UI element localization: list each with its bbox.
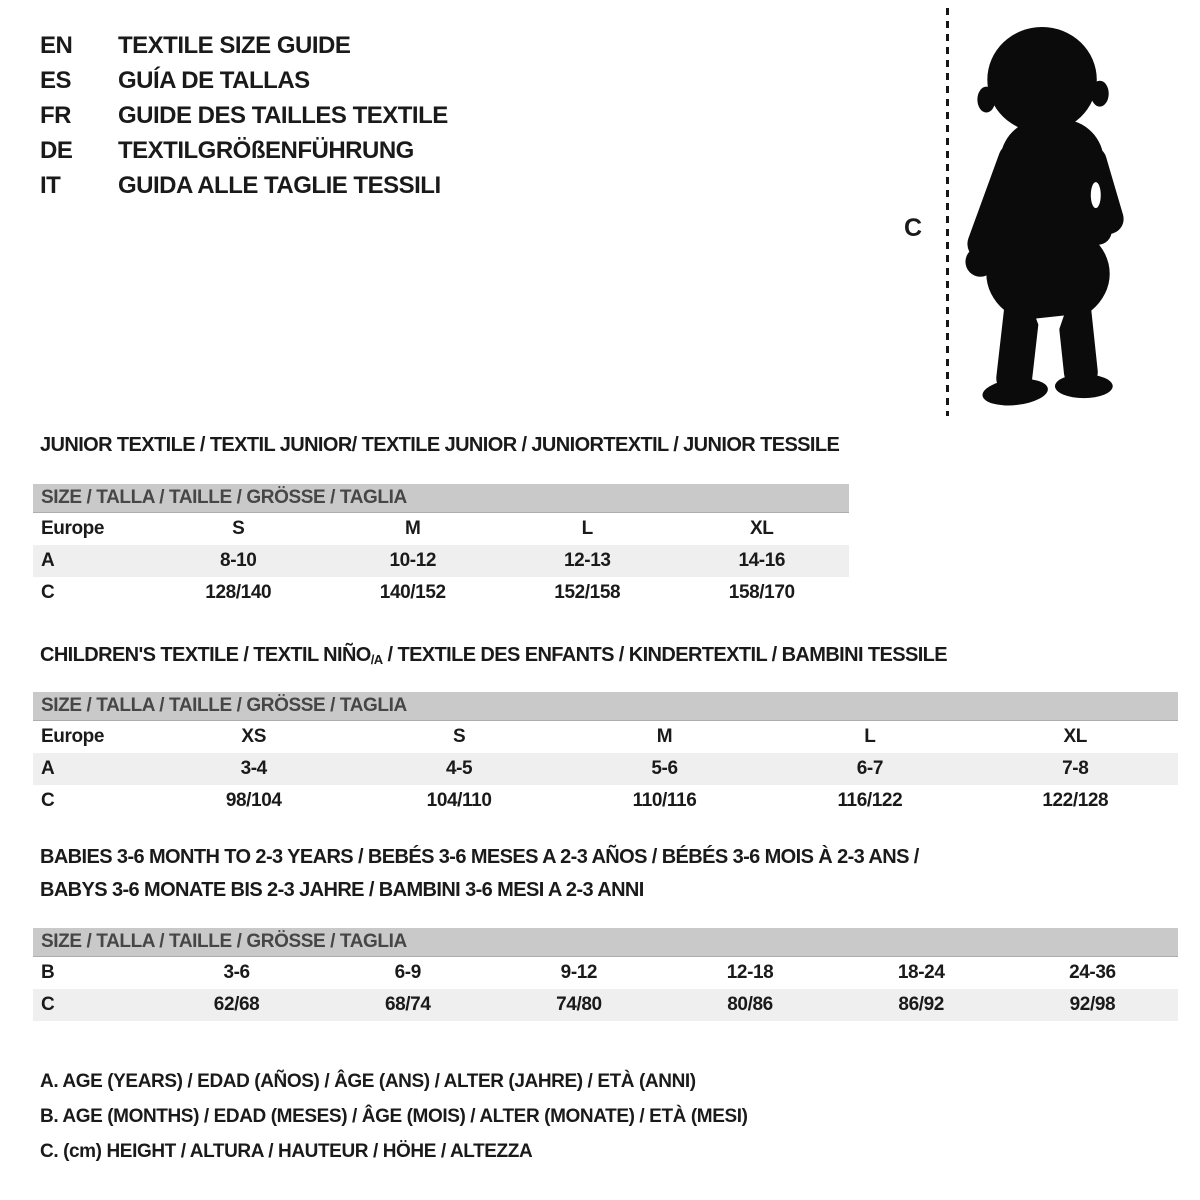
size-cell: XS bbox=[241, 726, 266, 747]
size-cell: XL bbox=[750, 518, 774, 539]
value-cell: 74/80 bbox=[556, 994, 602, 1015]
value-cell: 4-5 bbox=[445, 758, 473, 779]
children-section-title bbox=[40, 644, 947, 667]
legend-age-years: A. AGE (YEARS) / EDAD (AÑOS) / ÂGE (ANS) / ALTER (JAHRE) / ETÀ (ANNI) bbox=[40, 1071, 696, 1092]
junior-age-row bbox=[33, 545, 849, 577]
row-label: Europe bbox=[41, 518, 105, 539]
children-title-sub: /A bbox=[370, 652, 383, 667]
value-cell: 12-13 bbox=[563, 550, 611, 571]
height-dashed-line bbox=[946, 8, 949, 416]
junior-europe-row bbox=[33, 513, 849, 545]
children-title-part2: / TEXTILE DES ENFANTS / KINDERTEXTIL / BAMBINI TESSILE bbox=[382, 644, 948, 666]
value-cell: 18-24 bbox=[897, 962, 945, 983]
value-cell: 86/92 bbox=[898, 994, 944, 1015]
guide-title-de: TEXTILGRÖßENFÜHRUNG bbox=[118, 137, 414, 164]
value-cell: 122/128 bbox=[1042, 790, 1109, 811]
children-size-table bbox=[33, 692, 1178, 817]
height-measure-label: C bbox=[904, 214, 923, 242]
children-age-row bbox=[33, 753, 1178, 785]
value-cell: 80/86 bbox=[727, 994, 773, 1015]
value-cell: 12-18 bbox=[726, 962, 774, 983]
lang-row-fr bbox=[40, 98, 448, 133]
size-cell: S bbox=[452, 726, 466, 747]
babies-months-row bbox=[33, 957, 1178, 989]
lang-row-en bbox=[40, 28, 448, 63]
junior-size-table bbox=[33, 484, 849, 609]
lang-row-de bbox=[40, 133, 448, 168]
legend-height-cm: C. (cm) HEIGHT / ALTURA / HAUTEUR / HÖHE / ALTEZZA bbox=[40, 1141, 533, 1162]
row-label: A bbox=[41, 550, 55, 571]
value-cell: 3-6 bbox=[223, 962, 250, 983]
row-label: C bbox=[41, 790, 55, 811]
value-cell: 14-16 bbox=[738, 550, 786, 571]
lang-row-it bbox=[40, 168, 448, 203]
guide-title-fr: GUIDE DES TAILLES TEXTILE bbox=[118, 102, 448, 129]
value-cell: 62/68 bbox=[213, 994, 260, 1015]
guide-title-it: GUIDA ALLE TAGLIE TESSILI bbox=[118, 172, 441, 199]
value-cell: 24-36 bbox=[1069, 962, 1116, 983]
value-cell: 140/152 bbox=[379, 582, 446, 603]
measure-legend bbox=[40, 1064, 748, 1169]
babies-section-title-line1: BABIES 3-6 MONTH TO 2-3 YEARS / BEBÉS 3-6 MESES A 2-3 AÑOS / BÉBÉS 3-6 MOIS À 2-3 ANS / bbox=[40, 846, 919, 868]
children-europe-row bbox=[33, 721, 1178, 753]
value-cell: 68/74 bbox=[384, 994, 431, 1015]
lang-row-es bbox=[40, 63, 448, 98]
size-cell: XL bbox=[1063, 726, 1088, 747]
lang-code: ES bbox=[40, 67, 72, 94]
value-cell: 152/158 bbox=[554, 582, 621, 603]
value-cell: 8-10 bbox=[220, 550, 257, 571]
row-label: C bbox=[41, 582, 55, 603]
value-cell: 92/98 bbox=[1069, 994, 1116, 1015]
row-label: A bbox=[41, 758, 55, 779]
value-cell: 6-9 bbox=[394, 962, 421, 983]
row-label: Europe bbox=[41, 726, 105, 747]
lang-code: DE bbox=[40, 137, 73, 164]
row-label: C bbox=[41, 994, 55, 1015]
children-size-header-bar: SIZE / TALLA / TAILLE / GRÖSSE / TAGLIA bbox=[33, 692, 1178, 721]
babies-size-table bbox=[33, 928, 1178, 1021]
value-cell: 98/104 bbox=[225, 790, 282, 811]
junior-section-title: JUNIOR TEXTILE / TEXTIL JUNIOR/ TEXTILE JUNIOR / JUNIORTEXTIL / JUNIOR TESSILE bbox=[40, 434, 840, 456]
row-label: B bbox=[41, 962, 55, 983]
value-cell: 5-6 bbox=[651, 758, 678, 779]
size-cell: M bbox=[405, 518, 421, 539]
value-cell: 7-8 bbox=[1062, 758, 1089, 779]
size-cell: L bbox=[864, 726, 876, 747]
value-cell: 6-7 bbox=[856, 758, 883, 779]
lang-code: IT bbox=[40, 172, 61, 199]
guide-title-en: TEXTILE SIZE GUIDE bbox=[118, 32, 351, 59]
babies-section-title-line2: BABYS 3-6 MONATE BIS 2-3 JAHRE / BAMBINI 3-6 MESI A 2-3 ANNI bbox=[40, 879, 644, 901]
toddler-silhouette-icon bbox=[960, 20, 1145, 423]
babies-height-row bbox=[33, 989, 1178, 1021]
value-cell: 104/110 bbox=[426, 790, 492, 811]
value-cell: 158/170 bbox=[728, 582, 795, 603]
size-cell: S bbox=[232, 518, 245, 539]
junior-height-row bbox=[33, 577, 849, 609]
guide-title-es: GUÍA DE TALLAS bbox=[118, 67, 310, 94]
lang-code: FR bbox=[40, 102, 71, 129]
children-height-row bbox=[33, 785, 1178, 817]
value-cell: 110/116 bbox=[632, 790, 697, 811]
size-cell: M bbox=[656, 726, 673, 747]
children-title-part1: CHILDREN'S TEXTILE / TEXTIL NIÑO bbox=[40, 644, 371, 666]
value-cell: 3-4 bbox=[240, 758, 267, 779]
value-cell: 9-12 bbox=[560, 962, 598, 983]
legend-age-months: B. AGE (MONTHS) / EDAD (MESES) / ÂGE (MOIS) / ALTER (MONATE) / ETÀ (MESI) bbox=[40, 1106, 748, 1127]
size-cell: L bbox=[581, 518, 593, 539]
value-cell: 128/140 bbox=[205, 582, 272, 603]
babies-size-header-bar: SIZE / TALLA / TAILLE / GRÖSSE / TAGLIA bbox=[33, 928, 1178, 957]
junior-size-header-bar: SIZE / TALLA / TAILLE / GRÖSSE / TAGLIA bbox=[33, 484, 849, 513]
lang-code: EN bbox=[40, 32, 73, 59]
value-cell: 10-12 bbox=[389, 550, 437, 571]
language-title-list bbox=[40, 28, 448, 203]
value-cell: 116/122 bbox=[837, 790, 903, 811]
